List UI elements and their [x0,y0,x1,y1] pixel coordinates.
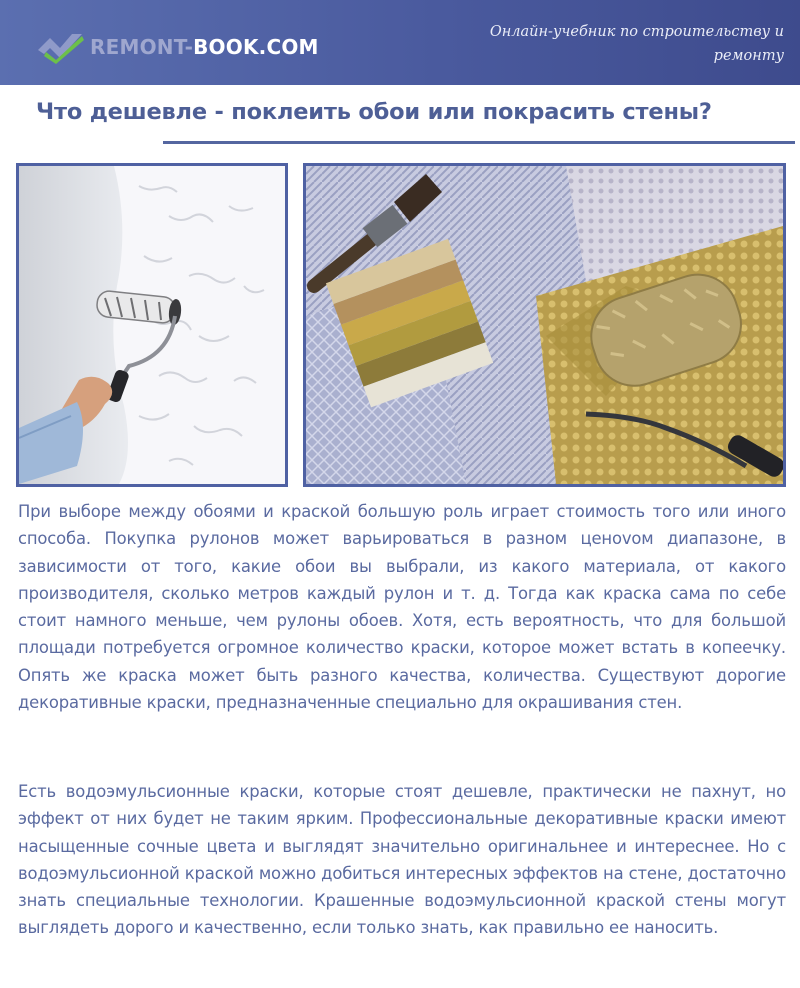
title-underline [163,141,795,144]
article-paragraph-1: При выборе между обоями и краской большую роль играет стоимость того или иного способа. Покупка рулонов может варьироваться в разном ценоvом диапазоне, в зависимости от того, какие обои вы выбрали, из какого материала, от какого производителя, сколько метров каждый рулон и т. д. Тогда как краска сама по себе стоит намного меньше, чем рулоны обоев. Хотя, есть вероятность, что для большой площади потребуется огромное количество краски, которое может встать в копеечку. Опять же краска может быть разного качества, количества. Существуют дорогие декоративные краски, предназначенные специально для окрашивания стен. [18,502,786,713]
logo-text-light: REMONT- [90,35,194,59]
wall-roller-photo [16,163,288,487]
article-paragraph-2: Есть водоэмульсионные краски, которые стоят дешевле, практически не пахнут, но эффект от них будет не таким ярким. Профессиональные декоративные краски имеют насыщенные сочные цвета и выглядят значительно оригинальнее и интереснее. Но с водоэмульсионной краской можно добиться интересных эффектов на стене, достаточно знать специальные технологии. Крашенные водоэмульсионной краской стены могут выглядеть дорого и качественно, если только знать, как правильно ее наносить. [18,782,786,938]
logo-text-strong: BOOK.COM [193,35,319,59]
logo-text [90,35,319,59]
site-tagline: Онлайн-учебник по строительству и ремонту [489,24,784,64]
site-header [0,0,800,85]
page-title: Что дешевле - поклеить обои или покрасить стены? [36,99,712,125]
materials-photo [303,163,786,487]
site-logo[interactable] [36,30,319,64]
logo-icon [36,30,86,64]
